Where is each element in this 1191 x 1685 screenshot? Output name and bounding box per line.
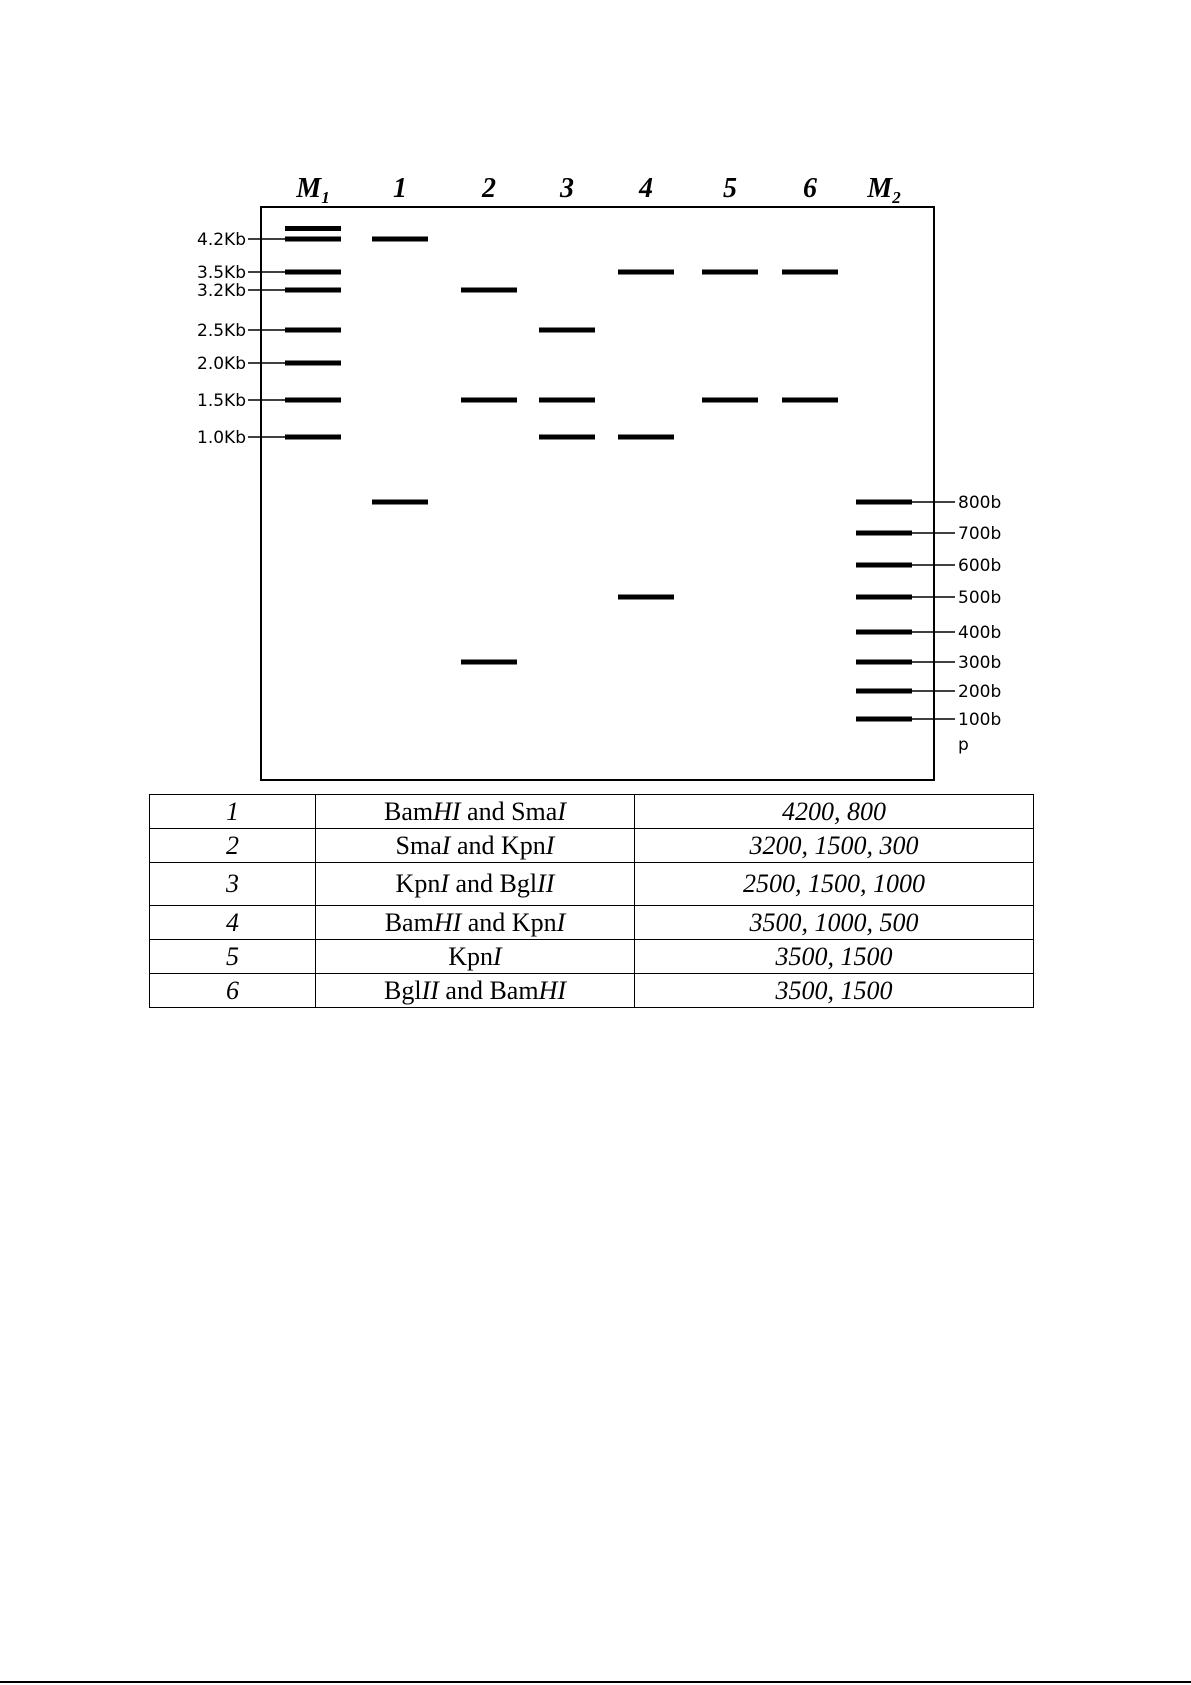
lane-label-6: 6 [803, 173, 817, 204]
enzyme-text: and Bgl [449, 869, 538, 898]
lane-label-2: 2 [482, 173, 496, 204]
band-lane-2-1500 [461, 398, 517, 403]
gel-frame [261, 207, 934, 780]
digest-enzymes [316, 863, 635, 906]
digest-fragments: 3500, 1500 [635, 974, 1034, 1008]
lane-label-1: 1 [393, 173, 407, 204]
digest-enzymes [316, 940, 635, 974]
marker-m1-label: 2.5Kb [197, 321, 246, 341]
band-lane-m1-1500 [285, 398, 341, 403]
digest-lane: 1 [150, 795, 316, 829]
enzyme-text: Bam [384, 907, 434, 937]
band-lane-5-1500 [702, 398, 758, 403]
band-lane-1-800 [372, 500, 428, 505]
marker-m2-label: 600b [958, 556, 1002, 576]
enzyme-text: I [441, 830, 451, 860]
digest-lane: 4 [150, 906, 316, 940]
band-lane-5-3500 [702, 270, 758, 275]
digest-lane: 5 [150, 940, 316, 974]
lane-label-3: 3 [560, 173, 574, 204]
enzyme-text: and Kpn [450, 830, 546, 860]
band-lane-m1-4200 [285, 237, 341, 242]
band-lane-3-1000 [539, 435, 595, 440]
enzyme-text: Kpn [448, 941, 494, 971]
band-lane-m1-3500 [285, 270, 341, 275]
marker-m1-label: 4.2Kb [197, 230, 246, 250]
digest-fragments: 3500, 1500 [635, 940, 1034, 974]
band-lane-6-1500 [782, 398, 838, 403]
enzyme-text: Sma [395, 830, 442, 860]
footer-rule [0, 1681, 1191, 1683]
digest-enzymes [316, 974, 635, 1008]
enzyme-text: HI [433, 907, 462, 937]
band-lane-m2-800 [856, 500, 912, 505]
band-lane-m1-well [285, 226, 341, 231]
enzyme-text: II [421, 975, 439, 1005]
enzyme-text: II [537, 869, 555, 898]
band-lane-4-1000 [618, 435, 674, 440]
marker-m1-label: 2.0Kb [197, 354, 246, 374]
enzyme-text: HI [538, 975, 566, 1005]
band-lane-6-3500 [782, 270, 838, 275]
marker-m1-label: 3.2Kb [197, 281, 246, 301]
digest-row-6 [150, 974, 1034, 1008]
enzyme-text: I [556, 907, 566, 937]
lane-label-5: 5 [723, 173, 737, 204]
marker-m2-label: 800b [958, 493, 1002, 513]
digest-lane: 6 [150, 974, 316, 1008]
band-lane-m2-500 [856, 595, 912, 600]
lane-label-m1: $M_1$ [296, 173, 330, 207]
enzyme-text: I [440, 869, 449, 898]
digest-fragments: 2500, 1500, 1000 [635, 863, 1034, 906]
band-lane-m2-600 [856, 563, 912, 568]
band-lane-m2-400 [856, 630, 912, 635]
marker-m2-trailing: p [958, 735, 969, 755]
marker-m1-label: 1.0Kb [197, 428, 246, 448]
band-lane-4-500 [618, 595, 674, 600]
digest-row-3 [150, 863, 1034, 906]
enzyme-text: I [493, 941, 502, 971]
band-lane-4-3500 [618, 270, 674, 275]
enzyme-text: HI [433, 796, 461, 826]
digest-fragments: 4200, 800 [635, 795, 1034, 829]
digest-lane: 2 [150, 829, 316, 863]
digest-enzymes [316, 829, 635, 863]
enzyme-text: and Kpn [461, 907, 557, 937]
marker-m2-label: 500b [958, 588, 1002, 608]
enzyme-text: Bam [384, 796, 434, 826]
marker-m2-label: 200b [958, 682, 1002, 702]
digest-lane: 3 [150, 863, 316, 906]
marker-m1-label: 1.5Kb [197, 391, 246, 411]
marker-m2-label: 100b [958, 710, 1002, 730]
band-lane-m1-2500 [285, 328, 341, 333]
marker-m2-label: 400b [958, 623, 1002, 643]
band-lane-2-300 [461, 660, 517, 665]
band-lane-m2-300 [856, 660, 912, 665]
band-lane-m1-1000 [285, 435, 341, 440]
band-lane-3-2500 [539, 328, 595, 333]
digest-row-2 [150, 829, 1034, 863]
enzyme-text: I [557, 796, 566, 826]
enzyme-text: I [545, 830, 555, 860]
band-lane-m2-200 [856, 689, 912, 694]
digest-row-1 [150, 795, 1034, 829]
digest-row-4 [150, 906, 1034, 940]
band-lane-m2-700 [856, 531, 912, 536]
digest-enzymes [316, 906, 635, 940]
band-lane-m1-2000 [285, 361, 341, 366]
digest-fragments: 3500, 1000, 500 [635, 906, 1034, 940]
digest-enzymes [316, 795, 635, 829]
enzyme-text: Bgl [384, 975, 422, 1005]
digest-row-5 [150, 940, 1034, 974]
digest-fragments: 3200, 1500, 300 [635, 829, 1034, 863]
band-lane-1-4200 [372, 237, 428, 242]
marker-m2-label: 700b [958, 524, 1002, 544]
enzyme-text: and Sma [460, 796, 558, 826]
band-lane-2-3200 [461, 288, 517, 293]
lane-label-m2: $M_2$ [867, 173, 901, 207]
band-lane-m1-3200 [285, 288, 341, 293]
band-lane-m2-100 [856, 717, 912, 722]
digest-table [149, 794, 1034, 1008]
marker-m1-label: 3.5Kb [197, 263, 246, 283]
marker-m2-label: 300b [958, 653, 1002, 673]
enzyme-text: and Bam [438, 975, 539, 1005]
band-lane-3-1500 [539, 398, 595, 403]
lane-label-4: 4 [639, 173, 653, 204]
enzyme-text: Kpn [395, 869, 441, 898]
